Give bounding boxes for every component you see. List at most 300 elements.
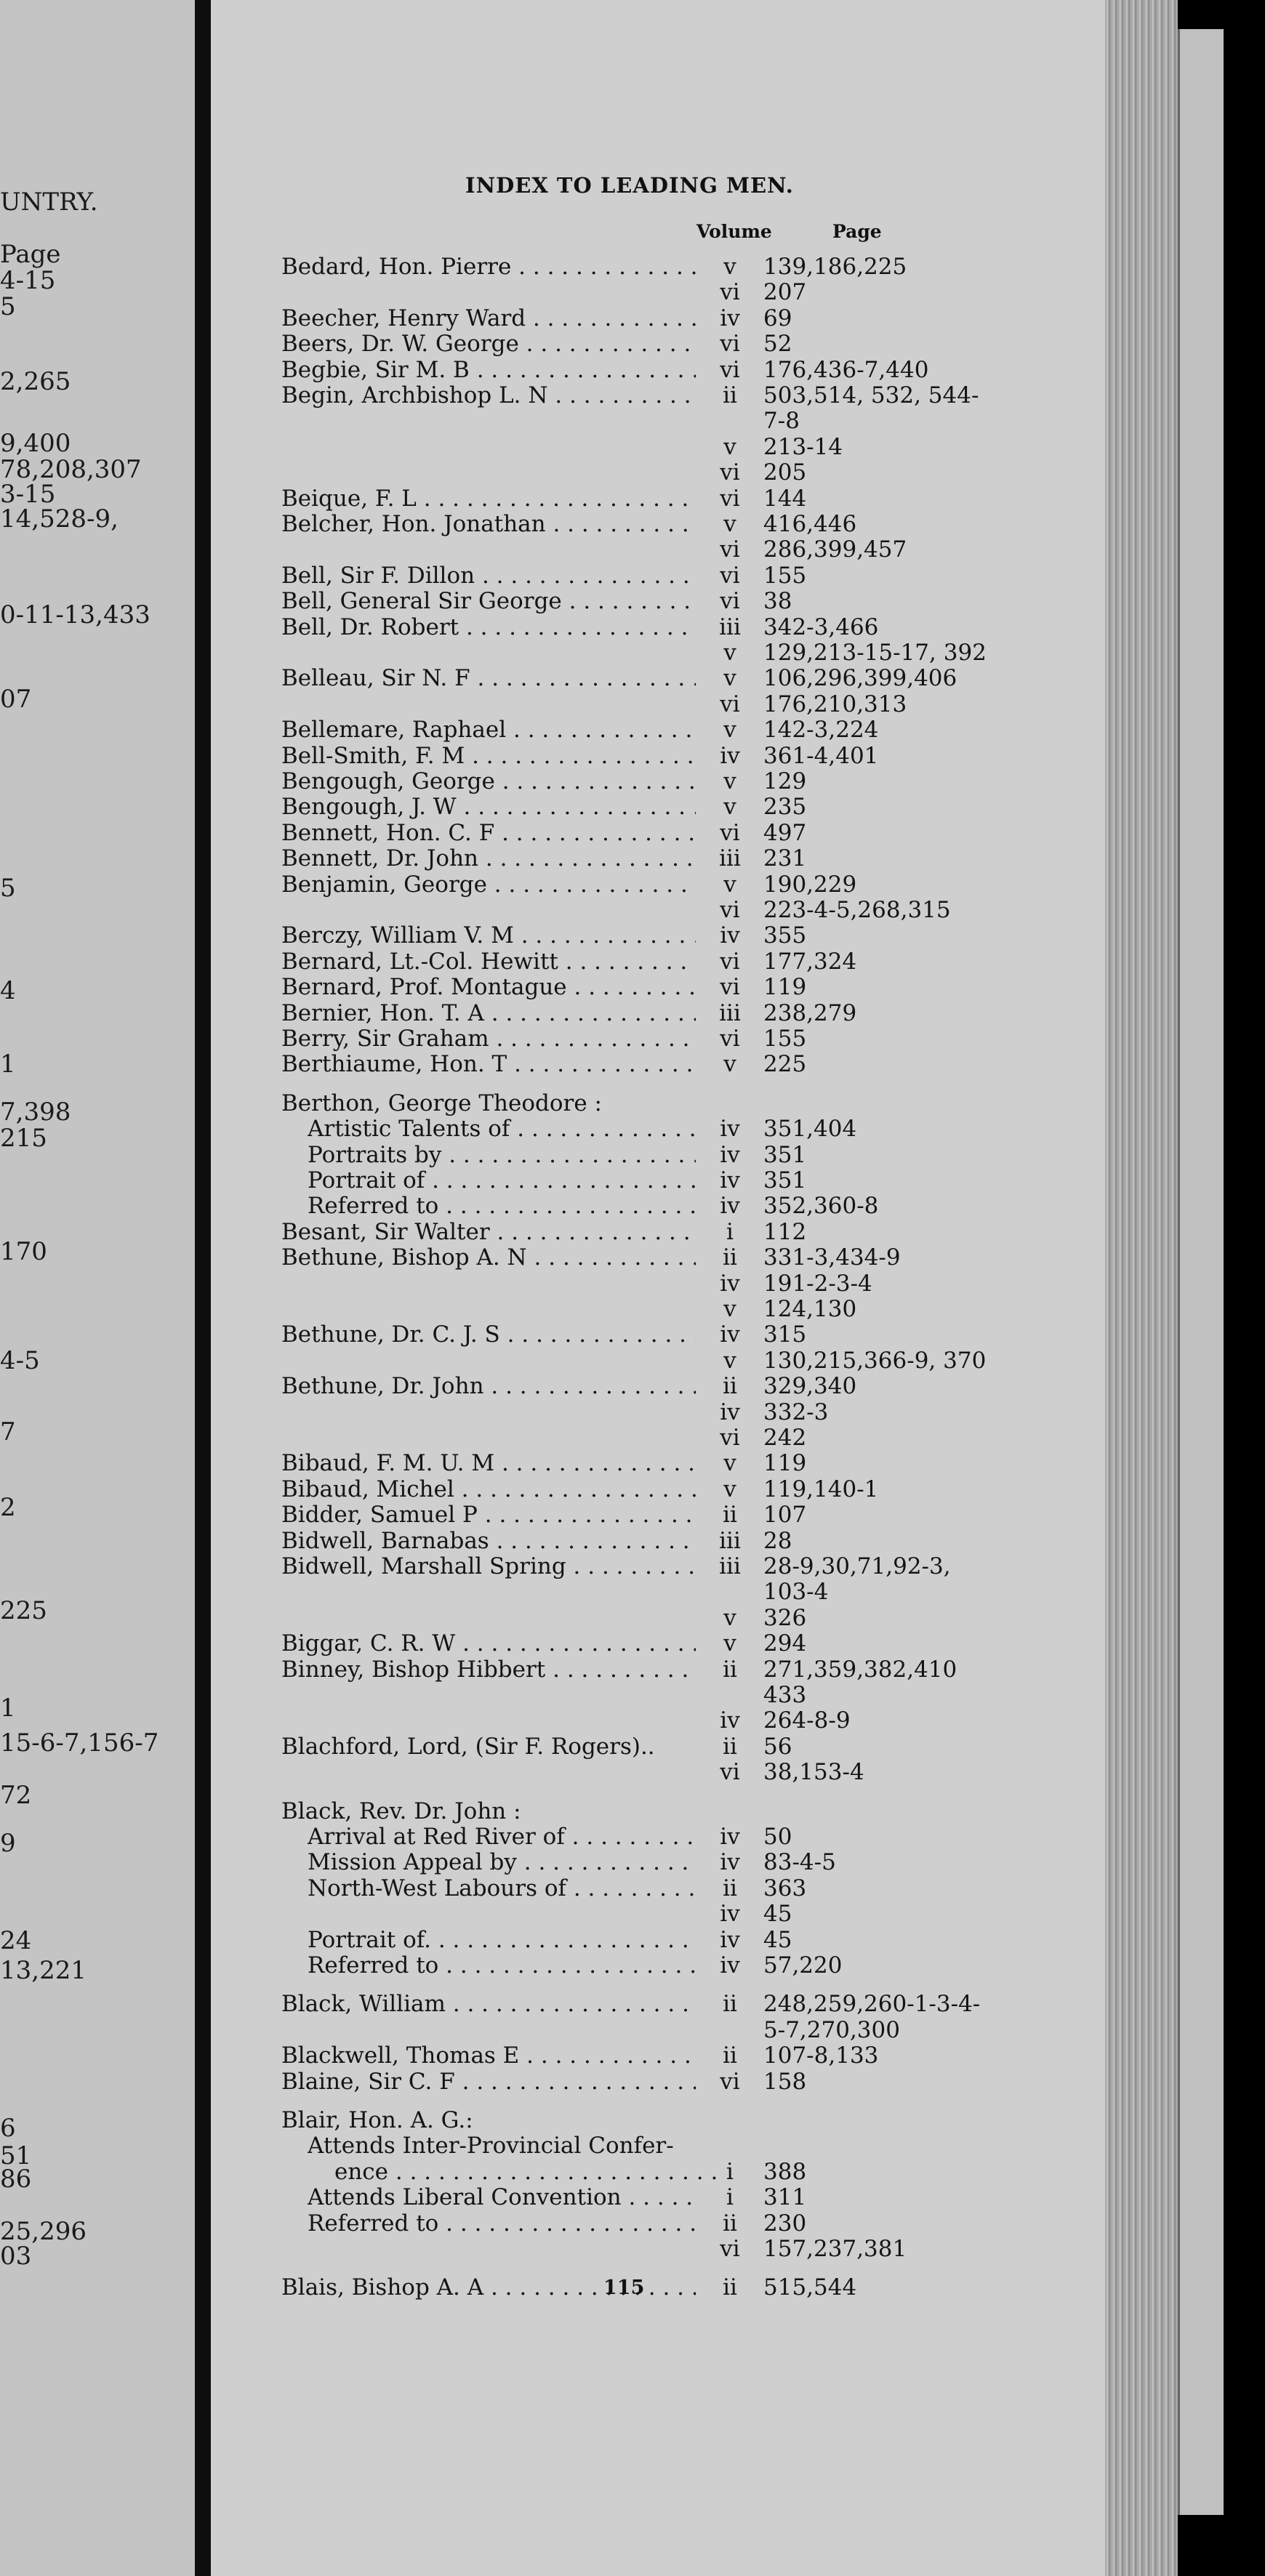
entry-volume: vi xyxy=(720,562,740,589)
index-entry xyxy=(0,615,1120,640)
entry-pages: 107 xyxy=(763,1502,807,1529)
index-entry xyxy=(0,2211,1120,2237)
index-entry xyxy=(0,2108,1120,2133)
index-entry xyxy=(0,1554,1120,1579)
entry-pages: 155 xyxy=(763,1026,807,1052)
entry-volume: vi xyxy=(720,974,740,1001)
facing-page-text: Page xyxy=(0,240,61,269)
entry-name: Beecher, Henry Ward . . . xyxy=(281,306,696,331)
entry-pages: 119 xyxy=(763,974,807,1001)
facing-page-text: 9,400 xyxy=(0,429,71,458)
entry-name: Bidwell, Barnabas . . . xyxy=(281,1529,696,1554)
entry-pages: 294 xyxy=(763,1630,807,1657)
index-entry xyxy=(0,1799,1120,1824)
entry-volume: v xyxy=(723,1604,736,1631)
entry-name: Belleau, Sir N. F . . . xyxy=(281,666,696,691)
index-entry xyxy=(0,1708,1120,1734)
entry-volume: iv xyxy=(720,1321,740,1348)
entry-volume: v xyxy=(723,1630,736,1657)
entry-name: Portraits by . . . xyxy=(308,1143,696,1168)
index-entry xyxy=(0,949,1120,975)
entry-pages: 351 xyxy=(763,1141,807,1168)
entry-pages: 112 xyxy=(763,1218,807,1245)
entry-name: Bennett, Hon. C. F . . . xyxy=(281,821,696,846)
entry-name: Bennett, Dr. John . . . xyxy=(281,846,696,872)
entry-name: Binney, Bishop Hibbert . . . xyxy=(281,1657,696,1683)
entry-pages: 176,210,313 xyxy=(763,691,907,717)
entry-pages: 103-4 xyxy=(763,1579,829,1606)
facing-page-text: 07 xyxy=(0,685,32,714)
entry-pages: 130,215,366-9, 370 xyxy=(763,1347,987,1374)
index-entry xyxy=(0,1529,1120,1554)
entry-pages: 155 xyxy=(763,562,807,589)
facing-page-text: 1 xyxy=(0,1050,16,1079)
entry-pages: 331-3,434-9 xyxy=(763,1244,901,1271)
index-entry xyxy=(0,537,1120,563)
entry-name: Bengough, J. W . . . xyxy=(281,794,696,820)
entry-name: Bethune, Dr. John . . . xyxy=(281,1374,696,1399)
entry-pages: 50 xyxy=(763,1824,792,1850)
entry-pages: 139,186,225 xyxy=(763,254,907,280)
entry-volume: i xyxy=(726,2158,734,2185)
entry-volume: vi xyxy=(720,279,740,306)
entry-name: Beers, Dr. W. George . . . xyxy=(281,331,696,357)
entry-name: Bethune, Bishop A. N . . . xyxy=(281,1245,696,1271)
entry-volume: v xyxy=(723,640,736,666)
entry-pages: 177,324 xyxy=(763,948,857,975)
entry-volume: iv xyxy=(720,1926,740,1953)
index-entry xyxy=(0,1348,1120,1374)
entry-name: Blachford, Lord, (Sir F. Rogers).. xyxy=(281,1734,655,1760)
entry-name: Bidder, Samuel P . . . xyxy=(281,1502,696,1528)
entry-pages: 311 xyxy=(763,2184,807,2211)
index-entry xyxy=(0,563,1120,589)
entry-name: Berthon, George Theodore : xyxy=(281,1090,602,1116)
entry-name: ence . . . xyxy=(334,2160,723,2185)
entry-pages: 351 xyxy=(763,1167,807,1194)
page-title: INDEX TO LEADING MEN. xyxy=(465,173,794,198)
entry-name: Referred to . . . xyxy=(308,1194,696,1219)
facing-page-text: 215 xyxy=(0,1124,47,1153)
entry-pages: 231 xyxy=(763,845,807,872)
index-entry xyxy=(0,1502,1120,1528)
entry-volume: iv xyxy=(720,1824,740,1850)
index-entry xyxy=(0,744,1120,769)
entry-name: Portrait of . . . xyxy=(308,1168,696,1194)
facing-page-text: 86 xyxy=(0,2165,32,2194)
index-entry xyxy=(0,640,1120,666)
entry-volume: iv xyxy=(720,1193,740,1220)
index-entry xyxy=(0,1116,1120,1142)
index-entry xyxy=(0,2069,1120,2095)
entry-pages: 497 xyxy=(763,819,807,846)
index-entry xyxy=(0,2018,1120,2043)
entry-pages: 433 xyxy=(763,1682,807,1708)
index-entry xyxy=(0,2133,1120,2159)
entry-name: Bethune, Dr. C. J. S . . . xyxy=(281,1322,696,1348)
entry-volume: vi xyxy=(720,819,740,846)
entry-pages: 83-4-5 xyxy=(763,1849,836,1876)
index-entry xyxy=(0,2237,1120,2262)
facing-page-text: 14,528-9, xyxy=(0,504,119,534)
entry-volume: ii xyxy=(723,1875,737,1901)
entry-name: Beique, F. L . . . xyxy=(281,486,696,512)
entry-name: Bernier, Hon. T. A . . . xyxy=(281,1001,696,1026)
entry-volume: ii xyxy=(723,2274,737,2301)
entry-pages: 235 xyxy=(763,794,807,821)
entry-volume: vi xyxy=(720,485,740,512)
entry-pages: 223-4-5,268,315 xyxy=(763,897,951,923)
index-entry xyxy=(0,1245,1120,1271)
index-entry xyxy=(0,1374,1120,1399)
index-entry xyxy=(0,1876,1120,1901)
entry-pages: 242 xyxy=(763,1425,807,1451)
entry-volume: v xyxy=(723,1476,736,1502)
index-entry xyxy=(0,408,1120,434)
index-entry xyxy=(0,1657,1120,1683)
index-entry xyxy=(0,1143,1120,1168)
index-entry xyxy=(0,821,1120,846)
entry-volume: v xyxy=(723,433,736,460)
entry-volume: iv xyxy=(720,1141,740,1168)
entry-pages: 119,140-1 xyxy=(763,1476,879,1502)
facing-page-text: 0-11-13,433 xyxy=(0,600,150,629)
entry-pages: 129 xyxy=(763,768,807,794)
facing-page-text: 5 xyxy=(0,874,16,903)
entry-volume: vi xyxy=(720,897,740,923)
entry-volume: ii xyxy=(723,2210,737,2237)
index-entry xyxy=(0,794,1120,820)
entry-volume: iii xyxy=(719,1527,741,1554)
entry-pages: 52 xyxy=(763,331,792,358)
entry-volume: vi xyxy=(720,459,740,486)
entry-pages: 213-14 xyxy=(763,433,843,460)
entry-name: Benjamin, George . . . xyxy=(281,872,696,898)
entry-pages: 38 xyxy=(763,588,792,615)
entry-name: Referred to . . . xyxy=(308,1953,696,1979)
entry-name: Artistic Talents of . . . xyxy=(308,1116,696,1142)
facing-page-text: 6 xyxy=(0,2114,16,2143)
entry-name: Begbie, Sir M. B . . . xyxy=(281,358,696,383)
entry-name: Bibaud, Michel . . . xyxy=(281,1477,696,1502)
facing-page-text: 4-15 xyxy=(0,266,56,295)
index-entry xyxy=(0,872,1120,898)
entry-pages: 142-3,224 xyxy=(763,717,879,744)
entry-pages: 515,544 xyxy=(763,2274,857,2301)
index-entry xyxy=(0,1001,1120,1026)
entry-name: Portrait of. . . . xyxy=(308,1928,696,1953)
index-entry xyxy=(0,1168,1120,1194)
entry-pages: 28 xyxy=(763,1527,792,1554)
entry-pages: 363 xyxy=(763,1875,807,1901)
facing-page-text: 2 xyxy=(0,1493,16,1522)
entry-pages: 326 xyxy=(763,1604,807,1631)
entry-volume: vi xyxy=(720,2068,740,2095)
entry-name: Black, William . . . xyxy=(281,1992,696,2017)
index-entry xyxy=(0,1928,1120,1953)
entry-volume: iv xyxy=(720,1707,740,1734)
entry-name: Bernard, Lt.-Col. Hewitt . . . xyxy=(281,949,696,975)
entry-name: Blair, Hon. A. G.: xyxy=(281,2108,473,2133)
facing-page-text: 9 xyxy=(0,1829,16,1858)
facing-page-text: 3-15 xyxy=(0,480,56,509)
entry-volume: v xyxy=(723,665,736,692)
index-entry xyxy=(0,280,1120,305)
entry-pages: 416,446 xyxy=(763,511,857,537)
entry-pages: 351,404 xyxy=(763,1116,857,1143)
entry-volume: iv xyxy=(720,1167,740,1194)
entry-volume: iv xyxy=(720,1952,740,1979)
facing-page-text: 03 xyxy=(0,2242,32,2271)
entry-volume: ii xyxy=(723,1991,737,2018)
entry-volume: iv xyxy=(720,1398,740,1425)
index-entry xyxy=(0,923,1120,949)
page-number: 115 xyxy=(603,2277,645,2299)
entry-volume: iii xyxy=(719,1553,741,1579)
entry-pages: 271,359,382,410 xyxy=(763,1656,957,1683)
facing-page-text: 5 xyxy=(0,292,16,321)
entry-volume: iv xyxy=(720,1270,740,1297)
entry-pages: 205 xyxy=(763,459,807,486)
entry-pages: 225 xyxy=(763,1051,807,1078)
entry-volume: iv xyxy=(720,922,740,949)
entry-volume: i xyxy=(726,1218,734,1245)
entry-pages: 191-2-3-4 xyxy=(763,1270,872,1297)
facing-page-text: 13,221 xyxy=(0,1956,87,1985)
entry-volume: v xyxy=(723,1051,736,1078)
index-entry xyxy=(0,2275,1120,2301)
entry-name: Blais, Bishop A. A . . . xyxy=(281,2275,696,2301)
entry-pages: 176,436-7,440 xyxy=(763,356,929,383)
facing-page-text: 225 xyxy=(0,1596,47,1625)
facing-page-text: 24 xyxy=(0,1926,32,1955)
index-entry xyxy=(0,1297,1120,1322)
facing-page-text: 25,296 xyxy=(0,2217,87,2246)
index-entry xyxy=(0,1026,1120,1052)
entry-volume: v xyxy=(723,768,736,794)
entry-volume: vi xyxy=(720,948,740,975)
entry-pages: 230 xyxy=(763,2210,807,2237)
entry-pages: 361-4,401 xyxy=(763,742,879,769)
entry-name: Biggar, C. R. W . . . xyxy=(281,1631,696,1657)
index-entry xyxy=(0,1734,1120,1760)
entry-pages: 38,153-4 xyxy=(763,1759,864,1786)
index-entry xyxy=(0,1052,1120,1077)
entry-name: Bernard, Prof. Montague . . . xyxy=(281,975,696,1000)
index-entry xyxy=(0,666,1120,691)
entry-pages: 106,296,399,406 xyxy=(763,665,957,692)
entry-volume: v xyxy=(723,1296,736,1322)
facing-page-text: 78,208,307 xyxy=(0,455,142,484)
entry-name: Begin, Archbishop L. N . . . xyxy=(281,383,696,408)
index-entry xyxy=(0,512,1120,537)
entry-pages: 57,220 xyxy=(763,1952,843,1979)
entry-pages: 28-9,30,71,92-3, xyxy=(763,1553,951,1579)
entry-pages: 107-8,133 xyxy=(763,2042,879,2069)
entry-name: Bibaud, F. M. U. M . . . xyxy=(281,1451,696,1476)
facing-page-text: 4 xyxy=(0,976,16,1005)
index-entry xyxy=(0,2043,1120,2069)
entry-volume: iii xyxy=(719,845,741,872)
entry-name: Bell-Smith, F. M . . . xyxy=(281,744,696,769)
entry-volume: iv xyxy=(720,1901,740,1928)
index-entry xyxy=(0,898,1120,923)
entry-pages: 45 xyxy=(763,1901,792,1928)
entry-name: Bell, Sir F. Dillon . . . xyxy=(281,563,696,589)
facing-page-text: 2,265 xyxy=(0,367,71,396)
entry-name: North-West Labours of . . . xyxy=(308,1876,696,1901)
entry-pages: 56 xyxy=(763,1733,792,1760)
entry-pages: 144 xyxy=(763,485,807,512)
page-column-header: Page xyxy=(832,221,882,242)
entry-volume: ii xyxy=(723,1502,737,1529)
entry-name: Bengough, George . . . xyxy=(281,769,696,794)
entry-name: Attends Inter-Provincial Confer- xyxy=(308,2133,674,2160)
entry-pages: 124,130 xyxy=(763,1296,857,1322)
entry-volume: i xyxy=(726,2184,734,2211)
index-entry xyxy=(0,306,1120,331)
entry-name: Blaine, Sir C. F . . . xyxy=(281,2069,696,2095)
index-entry xyxy=(0,486,1120,512)
entry-name: Bidwell, Marshall Spring . . . xyxy=(281,1554,696,1579)
index-entry xyxy=(0,1683,1120,1708)
index-entry xyxy=(0,846,1120,872)
entry-volume: v xyxy=(723,1450,736,1477)
entry-volume: ii xyxy=(723,2042,737,2069)
entry-volume: vi xyxy=(720,2236,740,2262)
entry-name: Mission Appeal by . . . xyxy=(308,1850,696,1875)
entry-volume: ii xyxy=(723,1244,737,1271)
entry-pages: 388 xyxy=(763,2158,807,2185)
entry-pages: 129,213-15-17, 392 xyxy=(763,640,987,666)
entry-name: Bell, Dr. Robert . . . xyxy=(281,615,696,640)
entry-pages: 503,514, 532, 544- xyxy=(763,382,979,408)
index-entry xyxy=(0,1425,1120,1451)
index-entry xyxy=(0,1451,1120,1476)
entry-volume: vi xyxy=(720,356,740,383)
entry-volume: v xyxy=(723,871,736,898)
entry-pages: 352,360-8 xyxy=(763,1193,879,1220)
entry-pages: 329,340 xyxy=(763,1373,857,1400)
entry-volume: iii xyxy=(719,613,741,640)
entry-pages: 342-3,466 xyxy=(763,613,879,640)
entry-volume: iv xyxy=(720,742,740,769)
entry-pages: 69 xyxy=(763,305,792,331)
entry-volume: ii xyxy=(723,1656,737,1683)
index-entry xyxy=(0,1400,1120,1425)
entry-volume: iv xyxy=(720,305,740,331)
index-entry xyxy=(0,1953,1120,1979)
facing-page-text: 170 xyxy=(0,1237,47,1266)
index-entry xyxy=(0,1824,1120,1850)
index-entry xyxy=(0,460,1120,486)
entry-name: Berthiaume, Hon. T . . . xyxy=(281,1052,696,1077)
index-entry xyxy=(0,1606,1120,1631)
index-entry xyxy=(0,2160,1120,2185)
entry-volume: vi xyxy=(720,1425,740,1451)
facing-page-text: 7,398 xyxy=(0,1098,71,1127)
entry-pages: 5-7,270,300 xyxy=(763,2016,900,2043)
index-entry xyxy=(0,1992,1120,2017)
index-entry xyxy=(0,717,1120,743)
index-entry xyxy=(0,435,1120,460)
entry-name: Black, Rev. Dr. John : xyxy=(281,1798,521,1824)
entry-pages: 158 xyxy=(763,2068,807,2095)
entry-pages: 248,259,260-1-3-4- xyxy=(763,1991,981,2018)
entry-pages: 45 xyxy=(763,1926,792,1953)
entry-volume: v xyxy=(723,511,736,537)
index-entry xyxy=(0,589,1120,614)
entry-name: Berry, Sir Graham . . . xyxy=(281,1026,696,1052)
facing-page-text: 72 xyxy=(0,1781,32,1810)
entry-pages: 238,279 xyxy=(763,999,857,1026)
entry-volume: vi xyxy=(720,1759,740,1786)
entry-volume: ii xyxy=(723,1373,737,1400)
entry-volume: vi xyxy=(720,331,740,358)
entry-volume: ii xyxy=(723,382,737,408)
entry-volume: v xyxy=(723,794,736,821)
facing-page-text: 4-5 xyxy=(0,1346,40,1375)
volume-column-header: Volume xyxy=(696,221,772,242)
index-entry xyxy=(0,1477,1120,1502)
index-entry xyxy=(0,383,1120,408)
index-entry xyxy=(0,1322,1120,1348)
entry-pages: 7-8 xyxy=(763,408,800,435)
entry-volume: v xyxy=(723,717,736,744)
index-entry xyxy=(0,1760,1120,1785)
index-entry xyxy=(0,1091,1120,1116)
entry-pages: 190,229 xyxy=(763,871,857,898)
entry-pages: 315 xyxy=(763,1321,807,1348)
entry-volume: vi xyxy=(720,1026,740,1052)
entry-volume: v xyxy=(723,254,736,280)
entry-name: Bellemare, Raphael . . . xyxy=(281,717,696,743)
entry-volume: ii xyxy=(723,1733,737,1760)
book-cover-edge xyxy=(1178,29,1224,2515)
entry-pages: 332-3 xyxy=(763,1398,829,1425)
entry-volume: vi xyxy=(720,536,740,563)
entry-pages: 264-8-9 xyxy=(763,1707,851,1734)
entry-name: Berczy, William V. M . . . xyxy=(281,923,696,949)
entry-name: Bell, General Sir George . . . xyxy=(281,589,696,614)
index-entry xyxy=(0,358,1120,383)
index-entry xyxy=(0,1901,1120,1927)
entry-pages: 207 xyxy=(763,279,807,306)
entry-volume: iii xyxy=(719,999,741,1026)
index-entry xyxy=(0,254,1120,280)
index-entry xyxy=(0,1220,1120,1245)
facing-page-text: 1 xyxy=(0,1694,16,1723)
entry-name: Arrival at Red River of . . . xyxy=(308,1824,696,1850)
index-entry xyxy=(0,692,1120,717)
entry-name: Besant, Sir Walter . . . xyxy=(281,1220,696,1245)
entry-name: Blackwell, Thomas E . . . xyxy=(281,2043,696,2069)
index-entry xyxy=(0,1271,1120,1297)
facing-page-text: 15-6-7,156-7 xyxy=(0,1728,159,1758)
entry-name: Bedard, Hon. Pierre . . . xyxy=(281,254,696,280)
index-entry xyxy=(0,2185,1120,2210)
facing-page-text: UNTRY. xyxy=(0,188,98,217)
index-entry xyxy=(0,1850,1120,1875)
entry-volume: vi xyxy=(720,691,740,717)
entry-volume: iv xyxy=(720,1849,740,1876)
entry-volume: iv xyxy=(720,1116,740,1143)
entry-name: Belcher, Hon. Jonathan . . . xyxy=(281,512,696,537)
index-entry xyxy=(0,975,1120,1000)
index-entry xyxy=(0,1631,1120,1657)
entry-pages: 286,399,457 xyxy=(763,536,907,563)
index-entry xyxy=(0,1194,1120,1219)
